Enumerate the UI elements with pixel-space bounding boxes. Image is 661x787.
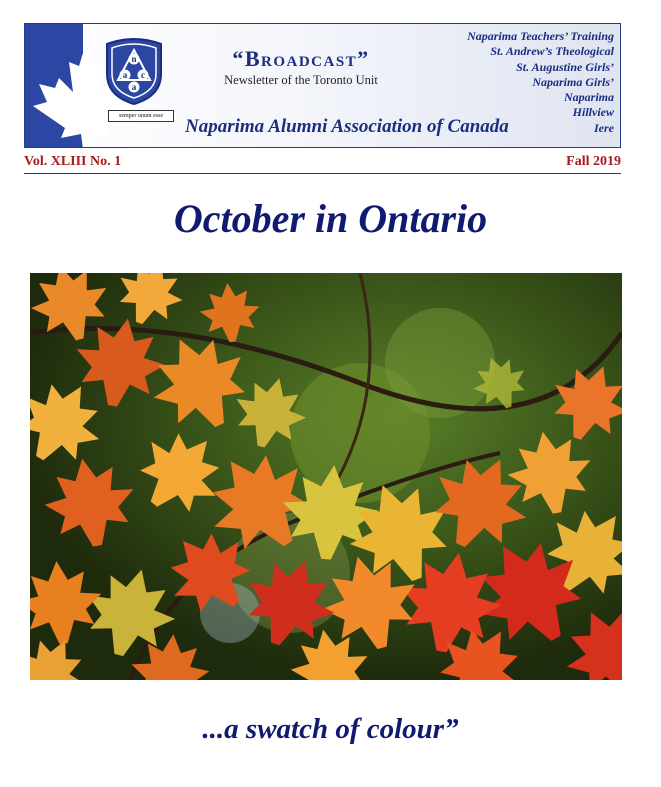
cover-headline: October in Ontario <box>173 196 488 241</box>
school-name: St. Andrew’s Theological <box>490 44 614 59</box>
crest-letter: a <box>122 70 128 80</box>
masthead-banner <box>24 23 621 148</box>
crest-letter: a <box>131 82 137 92</box>
school-name: Iere <box>594 120 614 135</box>
crest-motto: semper unum esse <box>108 110 174 122</box>
school-name: St. Augustine Girls’ <box>516 59 614 74</box>
issue-season: Fall 2019 <box>566 154 621 169</box>
school-list <box>467 29 614 136</box>
cover-photo-maple-leaves <box>30 273 622 680</box>
crest-letter: n <box>131 54 137 64</box>
school-name: Naparima Girls’ <box>532 74 614 89</box>
issue-info-row <box>24 152 621 174</box>
school-name: Naparima Teachers’ Training <box>467 29 614 43</box>
maple-leaves-image <box>30 273 622 680</box>
crest-letter: c <box>141 70 145 80</box>
cover-tagline: ...a swatch of colour” <box>202 713 459 745</box>
newsletter-subtitle: Newsletter of the Toronto Unit <box>224 73 378 87</box>
newsletter-title: “Broadcast” <box>232 46 370 71</box>
crest-shield-icon <box>101 34 167 106</box>
school-name: Hillview <box>572 105 614 120</box>
issue-volume: Vol. XLIII No. 1 <box>24 154 122 169</box>
association-name: Naparima Alumni Association of Canada <box>185 116 509 137</box>
school-name: Naparima <box>563 90 614 105</box>
